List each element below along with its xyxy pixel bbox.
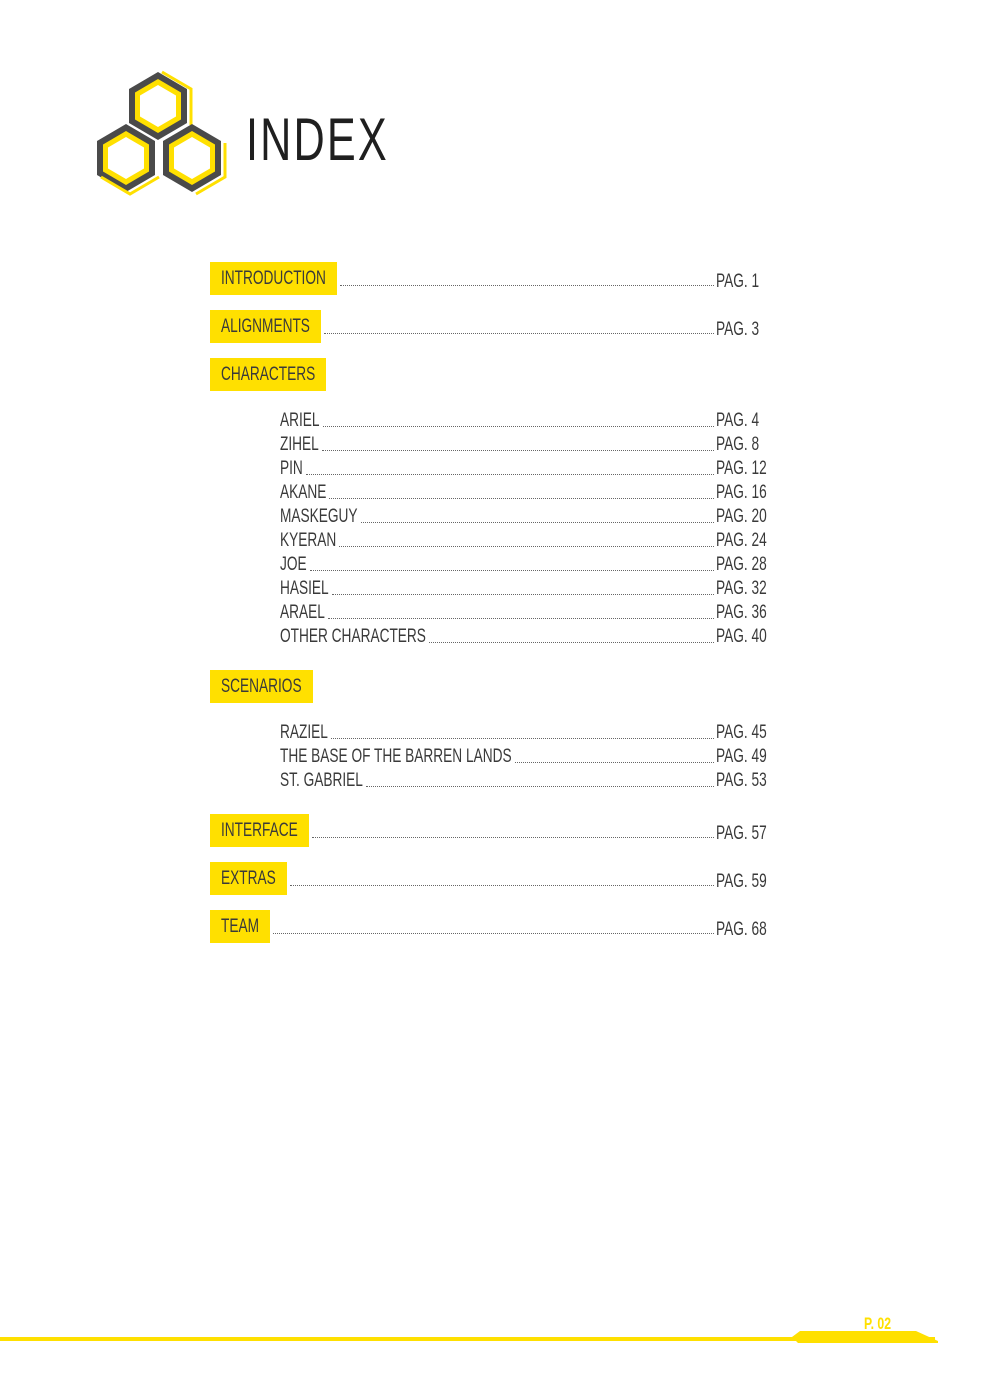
toc-subitem-label: AKANE — [280, 482, 327, 503]
toc-subitem-label: MASKEGUY — [280, 506, 358, 527]
dotted-leader — [310, 569, 714, 571]
dotted-leader — [429, 641, 714, 643]
toc-page-number: PAG. 12 — [716, 458, 767, 479]
toc-subitem-row — [280, 482, 766, 504]
toc-subitem-row — [280, 506, 766, 528]
toc-page-number: PAG. 32 — [716, 578, 767, 599]
toc-section-label — [210, 262, 337, 295]
toc-page-number: PAG. 4 — [716, 410, 760, 431]
toc-subitem-row — [280, 602, 766, 624]
toc-page-number: PAG. 1 — [716, 271, 760, 292]
toc-page-number: PAG. 53 — [716, 770, 767, 791]
dotted-leader — [328, 617, 714, 619]
toc-subitem-label: ARAEL — [280, 602, 325, 623]
toc-section-text: SCENARIOS — [221, 675, 302, 697]
toc-page-number: PAG. 36 — [716, 602, 767, 623]
dotted-leader — [322, 449, 714, 451]
dotted-leader — [324, 332, 714, 334]
toc-subitem-row — [280, 626, 766, 648]
toc-section-text: TEAM — [221, 915, 260, 937]
toc-section-label — [210, 910, 270, 943]
toc-section-label — [210, 310, 321, 343]
toc-subitem-label: ZIHEL — [280, 434, 319, 455]
toc-page-number: PAG. 16 — [716, 482, 767, 503]
toc-subitem-label: KYERAN — [280, 530, 337, 551]
toc-subitem-label: ST. GABRIEL — [280, 770, 363, 791]
toc-subitem-row — [280, 746, 766, 768]
toc-page-number: PAG. 59 — [716, 871, 767, 892]
toc-section-text: EXTRAS — [221, 867, 276, 889]
toc-page-number: PAG. 3 — [716, 319, 760, 340]
dotted-leader — [366, 785, 714, 787]
toc-subitem-label: THE BASE OF THE BARREN LANDS — [280, 746, 512, 767]
dotted-leader — [312, 836, 714, 838]
toc-section-label — [210, 814, 309, 847]
toc-page-number: PAG. 24 — [716, 530, 767, 551]
toc-page-number: PAG. 45 — [716, 722, 767, 743]
toc-subitem-label: JOE — [280, 554, 307, 575]
toc-subitem-row — [280, 554, 766, 576]
toc-section-text: INTERFACE — [221, 819, 298, 841]
toc-section-row — [210, 814, 766, 847]
toc-section-row — [210, 262, 766, 295]
toc-section-label — [210, 670, 313, 703]
dotted-leader — [332, 593, 714, 595]
toc-section-row — [210, 358, 326, 391]
hexagon-logo-icon — [96, 68, 256, 198]
toc-section-row — [210, 910, 766, 943]
dotted-leader — [273, 932, 714, 934]
dotted-leader — [331, 737, 714, 739]
dotted-leader — [339, 545, 714, 547]
dotted-leader — [361, 521, 714, 523]
toc-section-row — [210, 862, 766, 895]
footer-page-number: P. 02 — [864, 1314, 892, 1333]
toc-section-label — [210, 862, 287, 895]
toc-subitem-label: ARIEL — [280, 410, 320, 431]
toc-subitem-row — [280, 410, 766, 432]
dotted-leader — [340, 284, 714, 286]
toc-subitem-label: RAZIEL — [280, 722, 328, 743]
dotted-leader — [515, 761, 714, 763]
toc-page-number: PAG. 20 — [716, 506, 767, 527]
toc-subitem-label: PIN — [280, 458, 303, 479]
toc-section-text: INTRODUCTION — [221, 267, 326, 289]
dotted-leader — [306, 473, 714, 475]
toc-page-number: PAG. 28 — [716, 554, 767, 575]
toc-page-number: PAG. 8 — [716, 434, 760, 455]
dotted-leader — [323, 425, 714, 427]
toc-section-row — [210, 310, 766, 343]
toc-section-text: CHARACTERS — [221, 363, 316, 385]
toc-page-number: PAG. 40 — [716, 626, 767, 647]
toc-subitem-label: HASIEL — [280, 578, 329, 599]
toc-section-row — [210, 670, 313, 703]
toc-subitem-row — [280, 578, 766, 600]
dotted-leader — [329, 497, 714, 499]
page-title: INDEX — [246, 106, 389, 173]
toc-subitem-row — [280, 458, 766, 480]
toc-page-number: PAG. 49 — [716, 746, 767, 767]
toc-page-number: PAG. 68 — [716, 919, 767, 940]
dotted-leader — [290, 884, 714, 886]
toc-subitem-row — [280, 530, 766, 552]
toc-subitem-row — [280, 434, 766, 456]
toc-section-text: ALIGNMENTS — [221, 315, 310, 337]
toc-subitem-row — [280, 770, 766, 792]
toc-page-number: PAG. 57 — [716, 823, 767, 844]
toc-section-label — [210, 358, 326, 391]
toc-subitem-label: OTHER CHARACTERS — [280, 626, 426, 647]
toc-subitem-row — [280, 722, 766, 744]
